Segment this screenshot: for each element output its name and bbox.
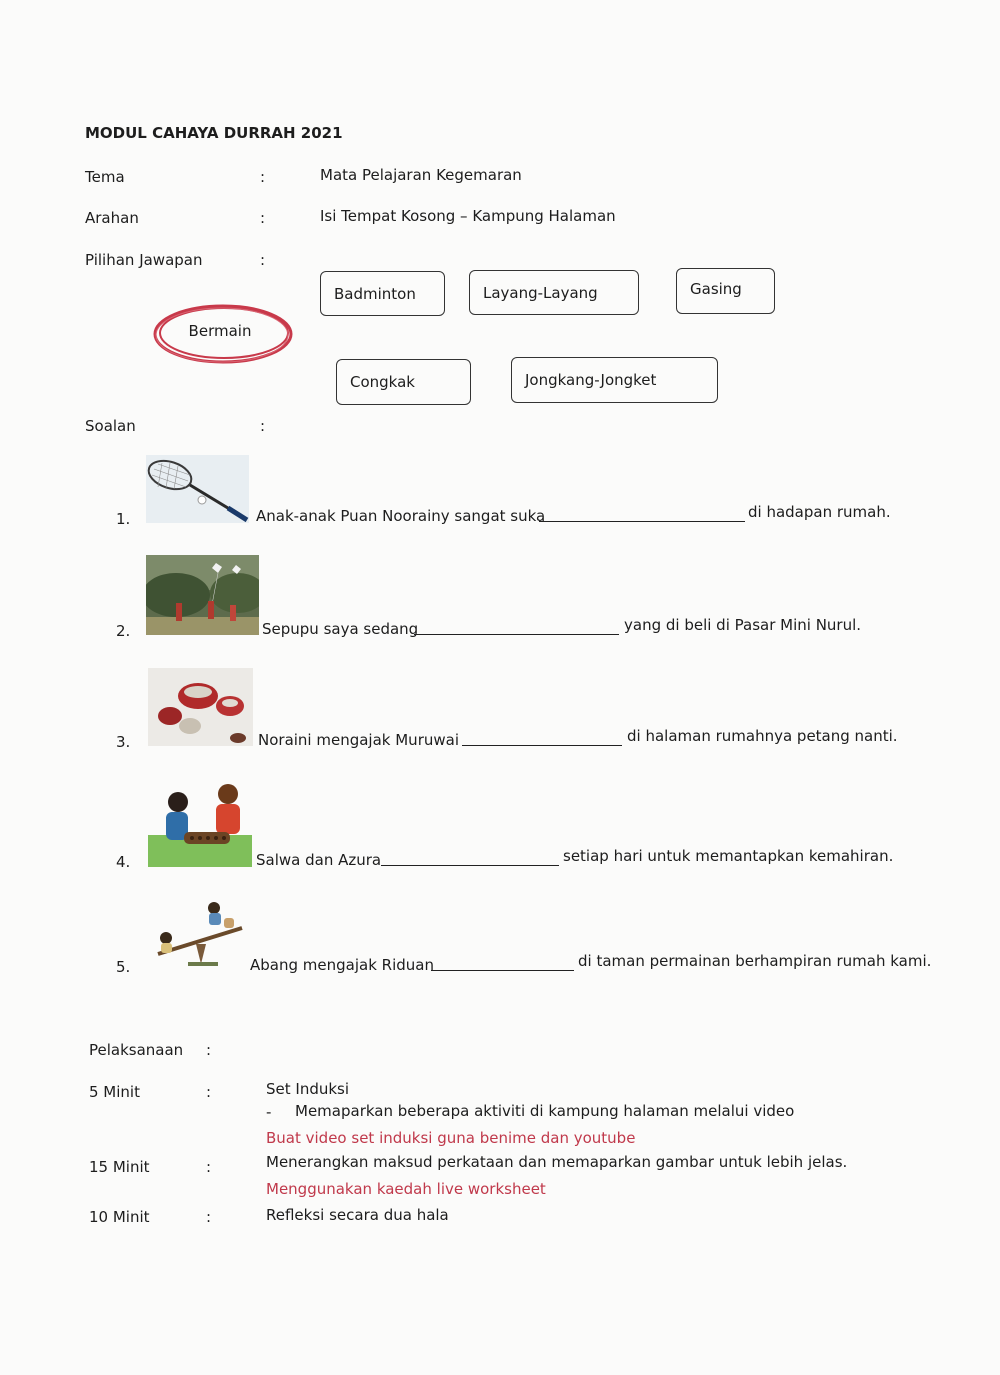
time-15-minit: 15 Minit: [89, 1158, 150, 1176]
question-1-text-before: Anak-anak Puan Noorainy sangat suka: [256, 507, 546, 525]
question-4-number: 4.: [116, 853, 131, 871]
arahan-colon: :: [260, 209, 266, 227]
pelaksanaan-label: Pelaksanaan: [89, 1041, 184, 1059]
congkak-image: [148, 780, 252, 867]
question-5-text-before: Abang mengajak Riduan: [250, 956, 434, 974]
badminton-racket-image: [146, 455, 249, 523]
question-1-blank[interactable]: [539, 521, 745, 522]
question-2-text-after: yang di beli di Pasar Mini Nurul.: [624, 616, 862, 634]
pilihan-label: Pilihan Jawapan: [85, 251, 203, 269]
time-5-colon: :: [206, 1083, 212, 1101]
kite-flying-image: [146, 555, 259, 635]
tema-value: Mata Pelajaran Kegemaran: [320, 166, 522, 184]
arahan-label: Arahan: [85, 209, 139, 227]
choice-congkak[interactable]: Congkak: [336, 359, 471, 405]
question-4-text-after: setiap hari untuk memantapkan kemahiran.: [563, 847, 894, 865]
seesaw-image: [152, 898, 248, 970]
set-induksi-text: Set Induksi: [266, 1080, 350, 1098]
question-2-number: 2.: [116, 622, 131, 640]
question-2-text-before: Sepupu saya sedang: [262, 620, 419, 638]
pelaksanaan-colon: :: [206, 1041, 212, 1059]
circled-answer[interactable]: [153, 303, 296, 365]
choice-layang-layang[interactable]: Layang-Layang: [469, 270, 639, 315]
question-3-number: 3.: [116, 733, 131, 751]
question-4-text-before: Salwa dan Azura: [256, 851, 382, 869]
time-15-colon: :: [206, 1158, 212, 1176]
arahan-value: Isi Tempat Kosong – Kampung Halaman: [320, 207, 616, 225]
menerangkan-text: Menerangkan maksud perkataan dan memaparkan gambar untuk lebih jelas.: [266, 1153, 848, 1171]
time-5-minit: 5 Minit: [89, 1083, 140, 1101]
choice-gasing[interactable]: Gasing: [676, 268, 775, 314]
question-3-text-after: di halaman rumahnya petang nanti.: [627, 727, 898, 745]
tema-label: Tema: [85, 168, 125, 186]
question-1-text-after: di hadapan rumah.: [748, 503, 891, 521]
soalan-label: Soalan: [85, 417, 136, 435]
set-induksi-bullet: Memaparkan beberapa aktiviti di kampung halaman melalui video: [295, 1102, 795, 1120]
bullet-dash: -: [266, 1103, 272, 1121]
question-3-blank[interactable]: [462, 745, 622, 746]
set-induksi-note: Buat video set induksi guna benime dan youtube: [266, 1129, 636, 1147]
question-4-blank[interactable]: [381, 865, 559, 866]
menerangkan-note: Menggunakan kaedah live worksheet: [266, 1180, 546, 1198]
question-5-text-after: di taman permainan berhampiran rumah kami.: [578, 952, 932, 970]
question-3-text-before: Noraini mengajak Muruwai: [258, 731, 459, 749]
spinning-top-image: [148, 668, 253, 746]
soalan-colon: :: [260, 417, 266, 435]
time-10-minit: 10 Minit: [89, 1208, 150, 1226]
refleksi-text: Refleksi secara dua hala: [266, 1206, 449, 1224]
time-10-colon: :: [206, 1208, 212, 1226]
question-5-blank[interactable]: [431, 970, 574, 971]
question-2-blank[interactable]: [414, 634, 619, 635]
question-1-number: 1.: [116, 510, 131, 528]
choice-badminton[interactable]: Badminton: [320, 271, 445, 316]
question-5-number: 5.: [116, 958, 131, 976]
tema-colon: :: [260, 168, 266, 186]
circled-answer-label: Bermain: [188, 322, 252, 340]
pilihan-colon: :: [260, 251, 266, 269]
choice-jongkang-jongket[interactable]: Jongkang-Jongket: [511, 357, 718, 403]
document-title: MODUL CAHAYA DURRAH 2021: [85, 124, 343, 142]
